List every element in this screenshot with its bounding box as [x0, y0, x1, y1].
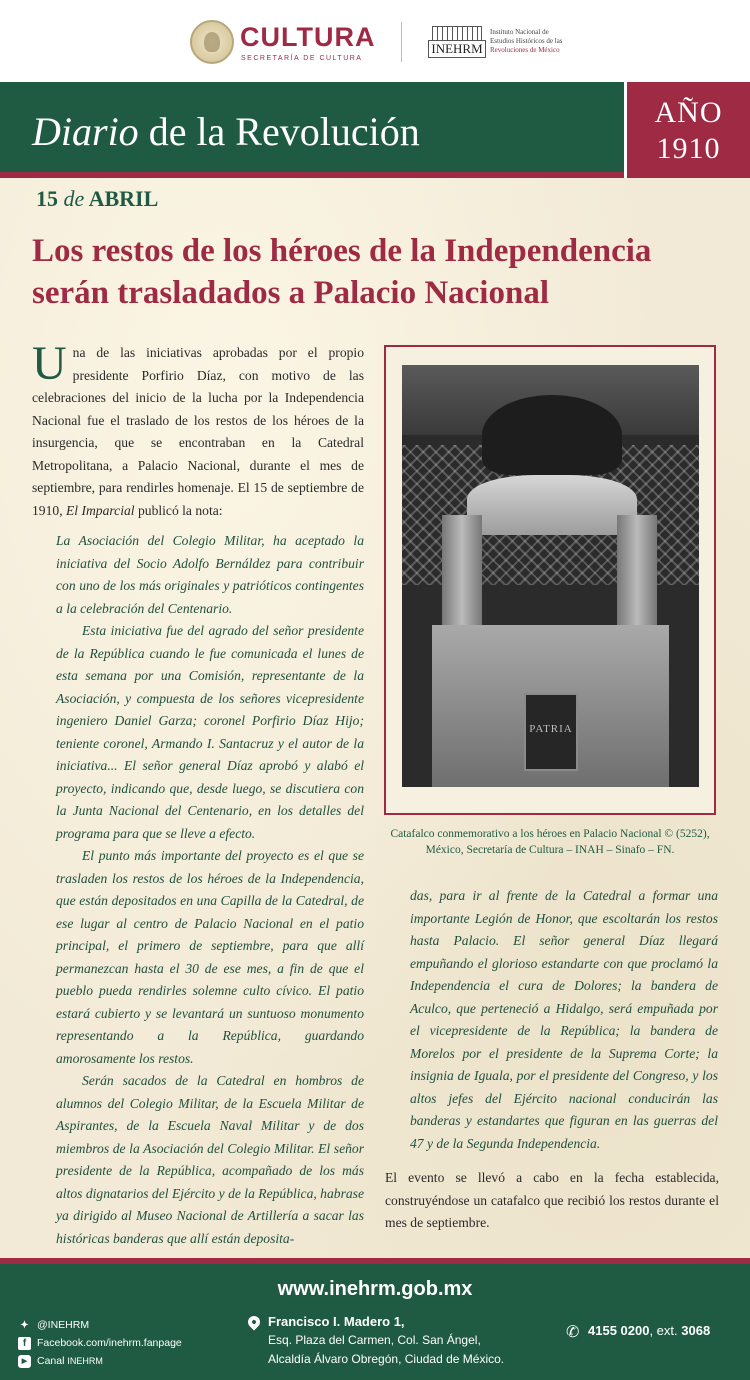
publication-title-diario: Diario	[32, 109, 139, 154]
phone-icon: ✆	[566, 1324, 580, 1341]
article-closing: El evento se llevó a cabo en la fecha establecida, construyéndose un catafalco que recibió los restos durante el mes de septiembre.	[385, 1170, 719, 1230]
logo-bar	[0, 0, 750, 82]
article-date	[36, 186, 158, 212]
facebook-icon: f	[18, 1337, 31, 1350]
phone-ext-label: , ext.	[649, 1323, 682, 1338]
address-line-2: Esq. Plaza del Carmen, Col. San Ángel,	[268, 1333, 481, 1347]
address-line-1: Francisco I. Madero 1,	[268, 1314, 405, 1329]
intro-end: publicó la nota:	[134, 502, 223, 518]
youtube-link[interactable]	[18, 1352, 182, 1370]
date-month: ABRIL	[88, 186, 159, 211]
facebook-link[interactable]	[18, 1334, 182, 1352]
intro-newspaper: El Imparcial	[65, 502, 135, 518]
facebook-url: Facebook.com/inehrm.fanpage	[37, 1337, 182, 1349]
cultura-logo-subtitle: SECRETARÍA DE CULTURA	[241, 55, 363, 62]
twitter-icon: ✦	[20, 1319, 29, 1331]
photo-eagle	[482, 395, 622, 475]
website-link[interactable]: www.inehrm.gob.mx	[277, 1278, 473, 1300]
article-headline: Los restos de los héroes de la Independencia serán trasladados a Palacio Nacional	[32, 233, 652, 311]
inehrm-logo-text	[490, 28, 563, 55]
intro-text: na de las iniciativas aprobadas por el propio presidente Porfirio Díaz, con motivo de las celebraciones del inicio de la lucha por la Independencia Nacional fue el traslado de los restos de los héroes de la insurgencia, que se encontraban en la Catedral Metropolitana, a Palacio Nacional, durante el mes de septiembre, para rendirles homenaje. El 15 de septiembre de 1910,	[32, 345, 364, 518]
cultura-logo-title[interactable]: CULTURA	[240, 22, 376, 52]
quoted-note	[56, 530, 364, 1250]
phone-ext-number: 3068	[681, 1323, 711, 1338]
date-day: 15	[36, 186, 58, 211]
inehrm-line-3: Revoluciones de México	[490, 46, 560, 54]
social-links	[18, 1316, 182, 1370]
publication-title-rest: de la Revolución	[138, 109, 420, 154]
quoted-note-continuation: das, para ir al frente de la Catedral a formar una importante Legión de Honor, que escoltarán los restos hasta Palacio. El señor general Díaz llegará empuñando el glorioso estandarte con que proclamó la Independencia el cura de Dolores; la bandera de Aculco, que perteneció a Hidalgo, será empuñada por el vicepresidente de la República; la bandera de Morelos por el presidente de la Suprema Corte; la insignia de Iguala, por el presidente del Congreso, y los altos jefes del Ejército nacional conducirán las banderas y estandartes que figuran en las guerras del 47 y de la Segunda Independencia.	[410, 888, 718, 1151]
drop-cap: U	[32, 337, 67, 390]
youtube-name: INEHRM	[67, 1356, 103, 1366]
year-badge-label: AÑO	[654, 96, 723, 129]
quote-paragraph-1: La Asociación del Colegio Militar, ha aceptado la iniciativa del Socio Adolfo Bernáldez para contribuir con uno de los más originales y patrióticos contingentes a la celebración del Centenario.	[56, 533, 364, 616]
inehrm-line-1: Instituto Nacional de	[490, 28, 549, 36]
publication-title	[32, 108, 420, 155]
photo-drape	[467, 475, 637, 535]
twitter-handle: @INEHRM	[37, 1319, 90, 1331]
address-line-3: Alcaldía Álvaro Obregón, Ciudad de México.	[268, 1352, 505, 1366]
inehrm-logo[interactable]	[428, 26, 486, 58]
mexican-seal-icon	[190, 20, 234, 64]
year-badge-year: 1910	[656, 132, 721, 165]
quote-paragraph-4: Serán sacados de la Catedral en hombros de alumnos del Colegio Militar, de la Escuela Militar de Aspirantes, de la Escuela Naval Militar y de dos miembros de la Asociación del Colegio Militar. El señor presidente de la República, acompañado de los más altos dignatarios del Ejército y de la República, habrase ya dirigido al Museo Nacional de Artillería a sacar las históricas banderas que allí están deposita-	[56, 1073, 364, 1246]
phone-main: 4155 0200	[588, 1323, 650, 1338]
inehrm-logo-word: INEHRM	[428, 40, 486, 58]
year-badge	[624, 82, 750, 178]
date-de: de	[63, 186, 85, 211]
caption-line-1: Catafalco conmemorativo a los héroes en Palacio Nacional © (5252),	[390, 828, 710, 840]
quote-paragraph-3: El punto más importante del proyecto es el que se trasladen los restos de los héroes de la Independencia, que están depositados en una Capilla de la Catedral, de ese lugar al centro de Palacio Nacional en el patio principal, el primero de septiembre, para que allí permanezcan hasta el 30 de ese mes, a fin de que el pueblo pueda rendirles solemne culto cívico. El patio estará cubierto y se levantará un suntuoso monumento representando a la República, guardando amorosamente los restos.	[56, 848, 364, 1066]
photo-caption	[378, 826, 722, 858]
article-intro	[32, 337, 364, 522]
youtube-label: Canal	[37, 1355, 65, 1367]
phone-number[interactable]	[588, 1323, 710, 1338]
logo-divider	[401, 22, 402, 62]
address	[268, 1312, 504, 1369]
caption-line-2: México, Secretaría de Cultura – INAH – Sinafo – FN.	[425, 844, 675, 856]
inehrm-building-icon	[432, 26, 482, 40]
youtube-icon: ▶	[18, 1355, 31, 1368]
quote-paragraph-2: Esta iniciativa fue del agrado del señor presidente de la República cuando le fue comunicada el lunes de esta semana por una Comisión, representante de la Asociación, y compuesta de los señores vicepresidente ingeniero Daniel Garza; coronel Porfirio Díaz Hijo; teniente coronel, Armando I. Santacruz y el autor de la iniciativa... El señor general Díaz aprobó y alabó el proyecto, indicando que, desde luego, se discutiera con la Junta Nacional del Centenario, en los detalles del programa para que se lleve a efecto.	[56, 623, 364, 841]
twitter-link[interactable]	[18, 1316, 182, 1334]
inehrm-line-2: Estudios Históricos de las	[490, 37, 563, 45]
photo-plaque-text: PATRIA	[529, 723, 573, 735]
